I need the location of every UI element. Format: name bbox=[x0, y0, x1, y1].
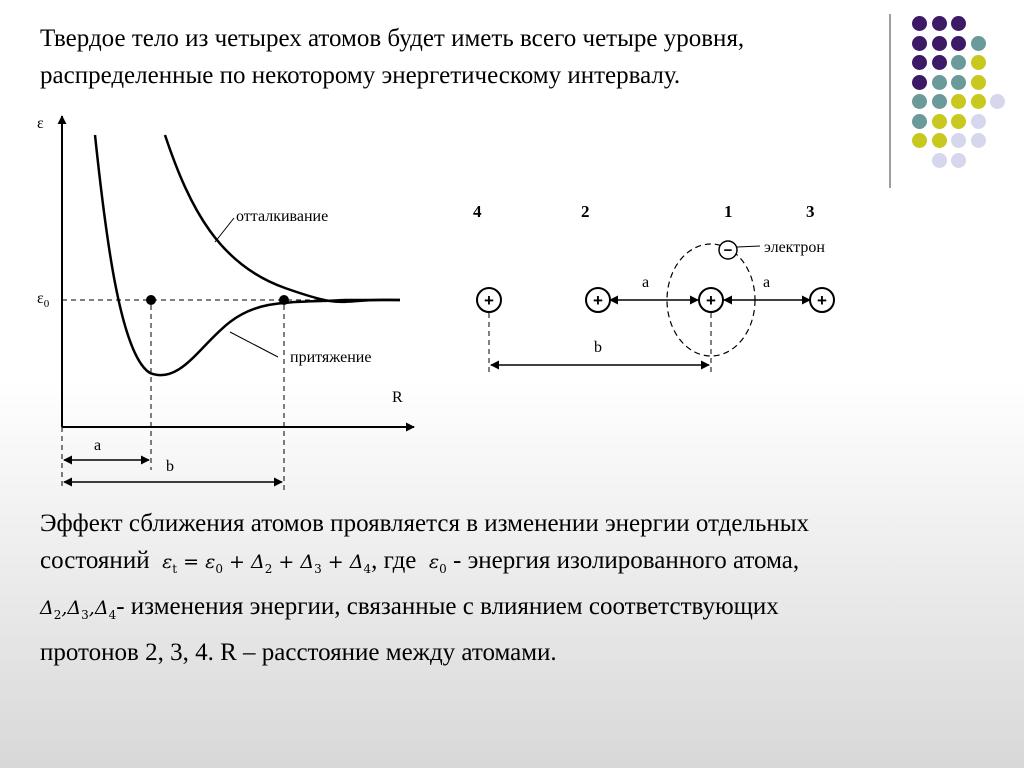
decorative-dot bbox=[912, 55, 927, 70]
energy-changes-text: - изменения энергии, связанные с влиянием соответствующих bbox=[116, 592, 779, 620]
inline-e0: ε bbox=[428, 551, 440, 573]
attraction-leader bbox=[230, 332, 278, 357]
decorative-dot bbox=[932, 36, 947, 51]
inline-e0-sub: 0 bbox=[439, 561, 447, 576]
distance-a-right-label: a bbox=[763, 274, 771, 291]
epsilon-zero-label bbox=[37, 290, 50, 310]
proton-1-sign: + bbox=[706, 291, 716, 310]
epsilon-zero-inline bbox=[428, 551, 447, 576]
proton-4 bbox=[477, 288, 501, 312]
slide-title bbox=[40, 20, 870, 94]
atom-number-1: 1 bbox=[724, 202, 733, 221]
point-b bbox=[279, 295, 289, 305]
proton-3-sign: + bbox=[817, 291, 827, 310]
list-delta-4-sub: 4 bbox=[108, 607, 117, 622]
y-axis-label: ε bbox=[37, 115, 44, 132]
attraction-label: притяжение bbox=[290, 349, 372, 366]
decorative-dot bbox=[971, 36, 986, 51]
epsilon-zero-subscript: 0 bbox=[43, 298, 50, 310]
formula-delta-2: Δ bbox=[250, 551, 265, 573]
distance-a-left-label: a bbox=[642, 274, 650, 291]
point-a bbox=[146, 295, 156, 305]
x-axis-label: R bbox=[392, 389, 403, 406]
electron-sign: − bbox=[723, 242, 733, 259]
decorative-dot bbox=[912, 36, 927, 51]
proton-2-sign: + bbox=[593, 291, 603, 310]
energy-graph bbox=[37, 115, 414, 490]
repulsion-label: отталкивание bbox=[236, 208, 329, 225]
formula-plus-1: + bbox=[222, 551, 251, 573]
formula-delta-4: Δ bbox=[349, 551, 364, 573]
atom-number-4: 4 bbox=[473, 202, 482, 221]
states-word: состояний bbox=[40, 547, 150, 574]
distance-b-label: b bbox=[594, 339, 602, 356]
formula-plus-2: + bbox=[272, 551, 301, 573]
decorative-dot bbox=[971, 55, 986, 70]
electron-leader bbox=[737, 246, 760, 247]
electron bbox=[719, 241, 737, 259]
decorative-dot bbox=[932, 55, 947, 70]
decorative-dot bbox=[951, 55, 966, 70]
explanation-text bbox=[40, 505, 940, 671]
formula-equals: = bbox=[177, 551, 206, 573]
where-word: , где bbox=[371, 547, 417, 574]
atom-number-2: 2 bbox=[581, 202, 590, 221]
proton-4-sign: + bbox=[484, 291, 494, 310]
epsilon-zero-symbol: ε bbox=[37, 290, 44, 307]
formula-plus-3: + bbox=[321, 551, 350, 573]
formula-delta-2-sub: 2 bbox=[264, 561, 273, 576]
energy-sum-formula bbox=[162, 551, 372, 576]
formula-epsilon: ε bbox=[162, 551, 173, 573]
deltas-list bbox=[40, 596, 117, 622]
formula-delta-4-sub: 4 bbox=[363, 561, 372, 576]
list-sep-2: , bbox=[88, 596, 95, 619]
proton-3 bbox=[810, 288, 834, 312]
diagram-area bbox=[0, 100, 1024, 510]
decorative-dot bbox=[912, 16, 927, 31]
title-line-1: Твердое тело из четырех атомов будет иметь всего четыре уровня, bbox=[40, 25, 745, 52]
list-delta-3: Δ bbox=[67, 596, 82, 619]
list-delta-3-sub: 3 bbox=[81, 607, 89, 622]
total-energy-curve bbox=[95, 135, 400, 375]
dimension-b-label: b bbox=[166, 458, 174, 475]
list-delta-2: Δ bbox=[40, 596, 54, 619]
decorative-dot bbox=[912, 75, 927, 90]
electron-label: электрон bbox=[764, 239, 825, 256]
formula-e0: ε bbox=[205, 551, 216, 573]
dimension-a-label: a bbox=[94, 437, 102, 454]
explanation-line-1: Эффект сближения атомов проявляется в изменении энергии отдельных bbox=[40, 510, 810, 537]
formula-epsilon-sub: t bbox=[172, 561, 178, 576]
decorative-dot bbox=[932, 75, 947, 90]
title-line-2: распределенные по некоторому энергетическому интервалу. bbox=[40, 62, 681, 89]
list-delta-4: Δ bbox=[94, 596, 109, 619]
proton-1 bbox=[699, 288, 723, 312]
decorative-dot bbox=[951, 16, 966, 31]
isolated-atom-text: - энергия изолированного атома, bbox=[453, 547, 800, 574]
decorative-dot bbox=[951, 75, 966, 90]
list-sep-1: , bbox=[61, 596, 68, 619]
decorative-dot bbox=[932, 16, 947, 31]
explanation-line-3 bbox=[40, 588, 940, 634]
decorative-dot bbox=[951, 36, 966, 51]
explanation-line-4: протонов 2, 3, 4. R – расстояние между атомами. bbox=[40, 638, 557, 666]
formula-e0-sub: 0 bbox=[215, 561, 223, 576]
proton-2 bbox=[586, 288, 610, 312]
formula-delta-3-sub: 3 bbox=[314, 561, 322, 576]
repulsion-leader bbox=[215, 218, 234, 242]
list-delta-2-sub: 2 bbox=[53, 607, 62, 622]
formula-delta-3: Δ bbox=[300, 551, 315, 573]
decorative-dot bbox=[971, 75, 986, 90]
atom-number-3: 3 bbox=[806, 202, 815, 221]
explanation-line-2 bbox=[40, 542, 940, 588]
atom-diagram bbox=[473, 202, 834, 375]
